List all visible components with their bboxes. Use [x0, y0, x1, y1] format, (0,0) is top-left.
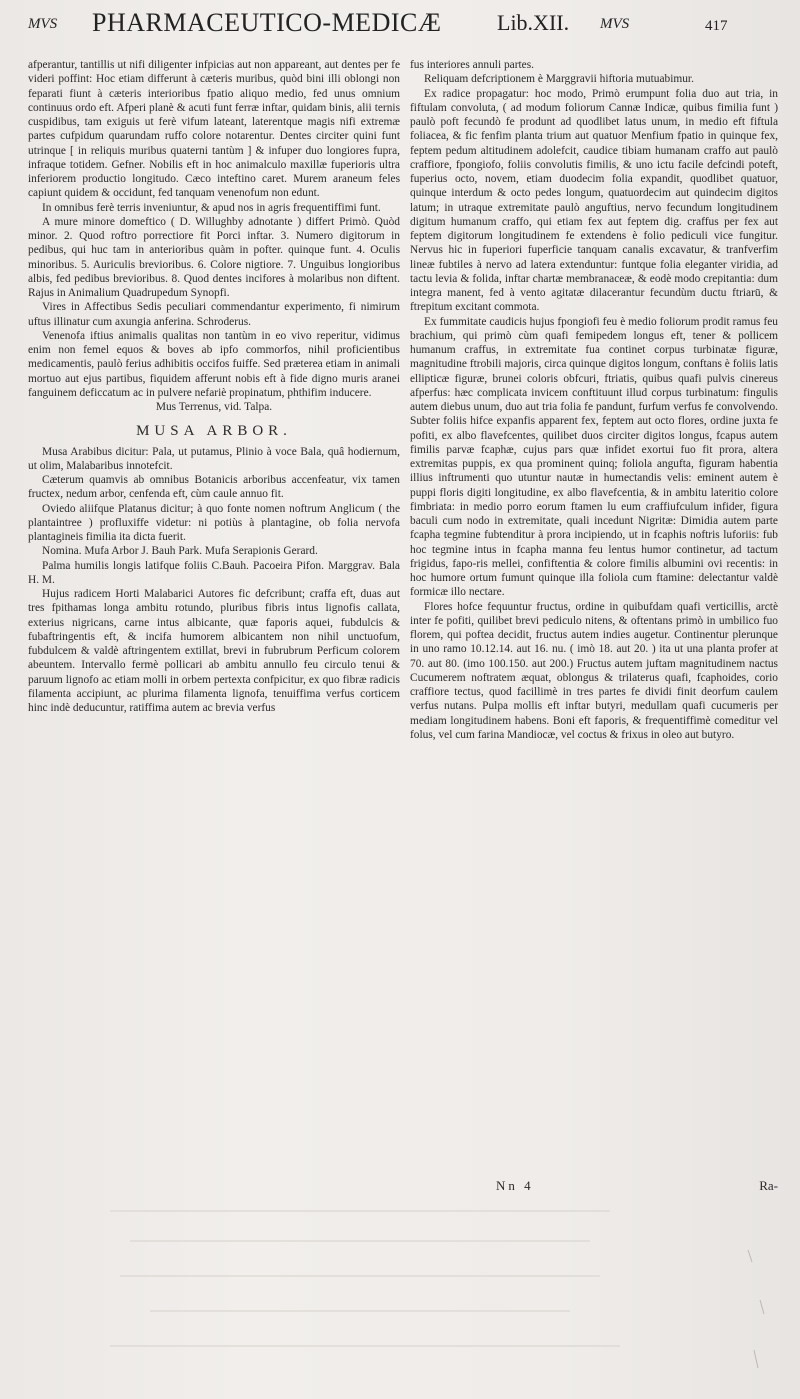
paragraph: Ex fummitate caudicis hujus fpongiofi feu è medio foliorum prodit ramus feu brachium, qui primò cùm quafi femipedem longus eft, tener & pollicem humanum craffus, in extremitate fua continet corpus turbinatæ figuræ, magnitudine ftrobili majoris, circa quinque digitos longum, conftans è foliis latis ellipticæ figuræ, brunei coloris obfcuri, ftriatis, quibus quafi pulvis cinereus afperfus: hæc complicata invicem conftituunt illud corpus turbinatum: fingulis autem diebus unum, duo aut tria folia fe pandunt, furfum verfus fe convolvendo. Subter foliis hifce expanfis apparent fex, feptem aut octo flores, ordine juxta fe pofiti, ex albo flavefcentes, quilibet duos circiter digitos longus, fcapus autem fimilis parvæ fcaphæ, cujus pars quæ infidet exortui fuo fit prora, altera extremitas puppis, ex qua prominent quinq; foliola angufta, figuram habentia illius inftrumenti quo utuntur nautæ in humectandis velis: eminent autem è puppi floris digiti longitudine, ex albo flavefcentia, & in ambitu lateritio colore fimbriata: in medio porro eorum ftamen lu eum craffiufculum infider, figura baculi cum nodo in extremitate, quali incedunt Nigritæ: Dimidia autem parte fcapha tegmine fubtenditur à prora incipiendo, ut in fcaphis noftris luforiis: fub hoc tegmine intus in fcapha manna feu lentus humor continetur, ad tactum frigidus, fapo-ris mellei, confiftentia & colore fimilis albumini ovi recentis: in hoc humore ortum fumunt quinque illa foliola cum ftamine: delectantur valdè formicæ illo nectare.: [410, 315, 778, 599]
margin-specks: [740, 1240, 780, 1380]
paragraph: Vires in Affectibus Sedis peculiari commendantur experimento, fi nimirum uftus illinatur cum axungia anferina. Schroderus.: [28, 301, 400, 328]
names-paragraph: Nomina. Mufa Arbor J. Bauh Park. Mufa Serapionis Gerard.: [42, 545, 318, 558]
paragraph: In omnibus ferè terris inveniuntur, & apud nos in agris frequentiffimi funt.: [42, 201, 381, 214]
paragraph: Venenofa iftius animalis qualitas non tantùm in eo vivo reperitur, vidimus enim non femel equos & boves ab ipfo commorfos, nihil proficientibus medicamentis, paulò ferius adhibitis occifos fuiffe. Sed præterea etiam in animali mortuo aut ejus partibus, fiquidem afferunt nobis eft à fide digno muris aranei fanguinem deficcatum ac in pulvere nefariè propinatum, phthifim inducere.: [28, 329, 400, 399]
signature-mark: Nn 4: [496, 1178, 534, 1193]
paragraph: afperantur, tantillis ut nifi diligenter infpicias aut non appareant, aut dentes per fe videri poffint: Hoc etiam differunt à cæteris muribus, quòd bini illi oblongi non feparati fiunt à cæteris interioribus fpatio aliquo medio, fed unus omnium continuus ordo eft. Afperi planè & acuti funt ferræ inftar, quidam binis, alii ternis cuspidibus, tam exiguis ut ferè vifum lateant, laterentque magis nifi extremæ partes cufpidum quarundam ruffo colore notarentur. Dentes circiter quini funt utrinque [ in reliquis muribus quaterni tantùm ] & infuper duo longiores fupra, infraque totidem. Gefner. Nobilis eft in hoc animalculo maxillæ fuperioris ultra inferiorem productio longitudo. Cæco inteftino caret. Murem araneum feles capiunt quidem & occidunt, fed tanquam venenofum non edunt.: [28, 59, 400, 200]
paragraph: Ex radice propagatur: hoc modo, Primò erumpunt folia duo aut tria, in fiftulam convoluta, ( ad modum foliorum Cannæ Indicæ, quibus fimilia funt ) paulò poft fecundò fe produnt ad quodlibet latus unum, in medio eft fiftula foliacea, & fic fenfim planta trium aut quatuor Menfium fpatio in quinque fex, feptem pedum altitudinem adolefcit, caudice tibiam humanam craffo aut paulò craffiore, fpongiofo, foliis convolutis fimilis, & uno ictu facile defcindi poteft, fuperius octo, novem, etiam duodecim folia expandit, quodlibet quatuor, quinque interdum & octo pedes longum, quatuordecim aut quindecim digitos latum; in utraque extremitate paulò anguftius, nervo fecundum longitudinem digitum humanum craffo, qui etiam fex aut feptem dig. craffus per fex aut feptem digitorum longitudinem fe extendens è folio pediculi vice fungitur. Nervus hic in fuperiori fuperficie tanquam canalis excavatur, & tranfverfim lineæ fubtiles à nervo ad latera extenduntur: funtque folia eleganter viridia, ad tactu levia & folida, inftar chartæ membranaceæ, & eodè modo crepitantia: dum integra manent, fed à vento agitatæ dilacerantur fecundùm ductu ftriarū, & ftrepitum excitant commota.: [410, 87, 778, 314]
cross-reference: Mus Terrenus, vid. Talpa.: [155, 401, 273, 413]
names-paragraph: Palma humilis longis latifque foliis C.Bauh. Pacoeira Pifon. Marggrav. Bala H. M.: [28, 559, 400, 586]
header-title: PHARMACEUTICO-MEDICÆ: [92, 8, 442, 37]
page-footer: [410, 1178, 778, 1198]
paragraph: Cæterum quamvis ab omnibus Botanicis arboribus accenfeatur, vix tamen fructex, nedum arbor, cenfenda eft, cùm caule annuo fit.: [28, 474, 400, 501]
catchword: Ra-: [759, 1178, 778, 1193]
paragraph: Flores hofce fequuntur fructus, ordine in quibufdam quafi verticillis, arctè inter fe pofiti, quilibet brevi pediculo nitens, & oftentans primò in umbilico fuo florem, qui poftea decidit, fructus autem indies augetur. Continentur plerunque in uno ramo 10.12.14. aut 16. nu. ( imò 18. aut 20. ) ita ut una planta profer at 70. aut 80. (imo 100.150. aut 200.) Fructus autem juftam magnitudinem nactus Cucumerem noftratem æquat, oblongus & trilaterus quafi, fcaphoides, corio craffiore tectus, quod facillimè in tres partes fe dividi finit deorfum caulem verfus nutans. Pulpa mollis eft inftar butyri, medullam quafi cucumeris per mediam longitudinem habens. Boni eft faporis, & frequentiffimè comeditur vel folus, vel cum farina Mandiocæ, vel coctus & frixus in oleo aut butyro.: [410, 600, 778, 741]
header-left-abbreviation: MVS: [28, 16, 58, 32]
header-book-number: Lib.XII.: [497, 10, 570, 35]
ink-bleed-through: [110, 1200, 630, 1370]
page-number: 417: [705, 18, 728, 34]
entry-heading: MUSA ARBOR.: [136, 423, 292, 440]
paragraph: Musa Arabibus dicitur: Pala, ut putamus, Plinio à voce Bala, quâ hodiernum, ut olim, Malabaribus innotefcit.: [28, 445, 400, 472]
paragraph: fus interiores annuli partes.: [410, 59, 534, 71]
left-column: [28, 58, 400, 715]
running-header: [0, 8, 800, 56]
paragraph: A mure minore domeftico ( D. Willughby adnotante ) differt Primò. Quòd minor. 2. Quod roftro porrectiore fit Porci inftar. 3. Numero digitorum in pedibus, qui huc tam in anterioribus quàm in pofter. quinque funt. 4. Oculis minoribus. 5. Auriculis brevioribus. 6. Colore nigtiore. 7. Unguibus longioribus albis, fed pedibus brevioribus. 8. Quod dentes incifores à molaribus non diftent. Rajus in Animalium Quadrupedum Synopfi.: [28, 215, 400, 299]
header-right-abbreviation: MVS: [600, 16, 630, 32]
right-column: [410, 58, 778, 742]
paragraph: Oviedo aliifque Platanus dicitur; à quo fonte nomen noftrum Anglicum ( the plantaintree ) profluxiffe videtur: ni potiùs à plantagine, ob folia nervofa plantagineis fimilia ita dicta fuerit.: [28, 502, 400, 543]
paragraph: Hujus radicem Horti Malabarici Autores fic defcribunt; craffa eft, duas aut tres fpithamas longa ambitu rotundo, pluribus fibris intus lignofis callata, exterius nigricans, carne intus albicante, quæ faporis aquei, fubdulcis & fubaftringentis eft, & incifa humorem albicantem non nihil unctuofum, fubdulcem & valdè aftringentem extillat, brevi in fubrubrum Perficum colorem abeuntem. Intervallo fermè pollicari ab ambitu annullo feu circulo tenui & paruum lignofo ac etiam molli in orbem pertexta confpicitur, ex quo fibræ radicis filamenta accipiunt, ac plurima filamenta lignofa, tenuiffima verfus corticem hinc indè deducuntur, ratiffima autem ac brevia verfus: [28, 588, 400, 714]
paragraph: Reliquam defcriptionem è Marggravii hiftoria mutuabimur.: [424, 73, 694, 86]
